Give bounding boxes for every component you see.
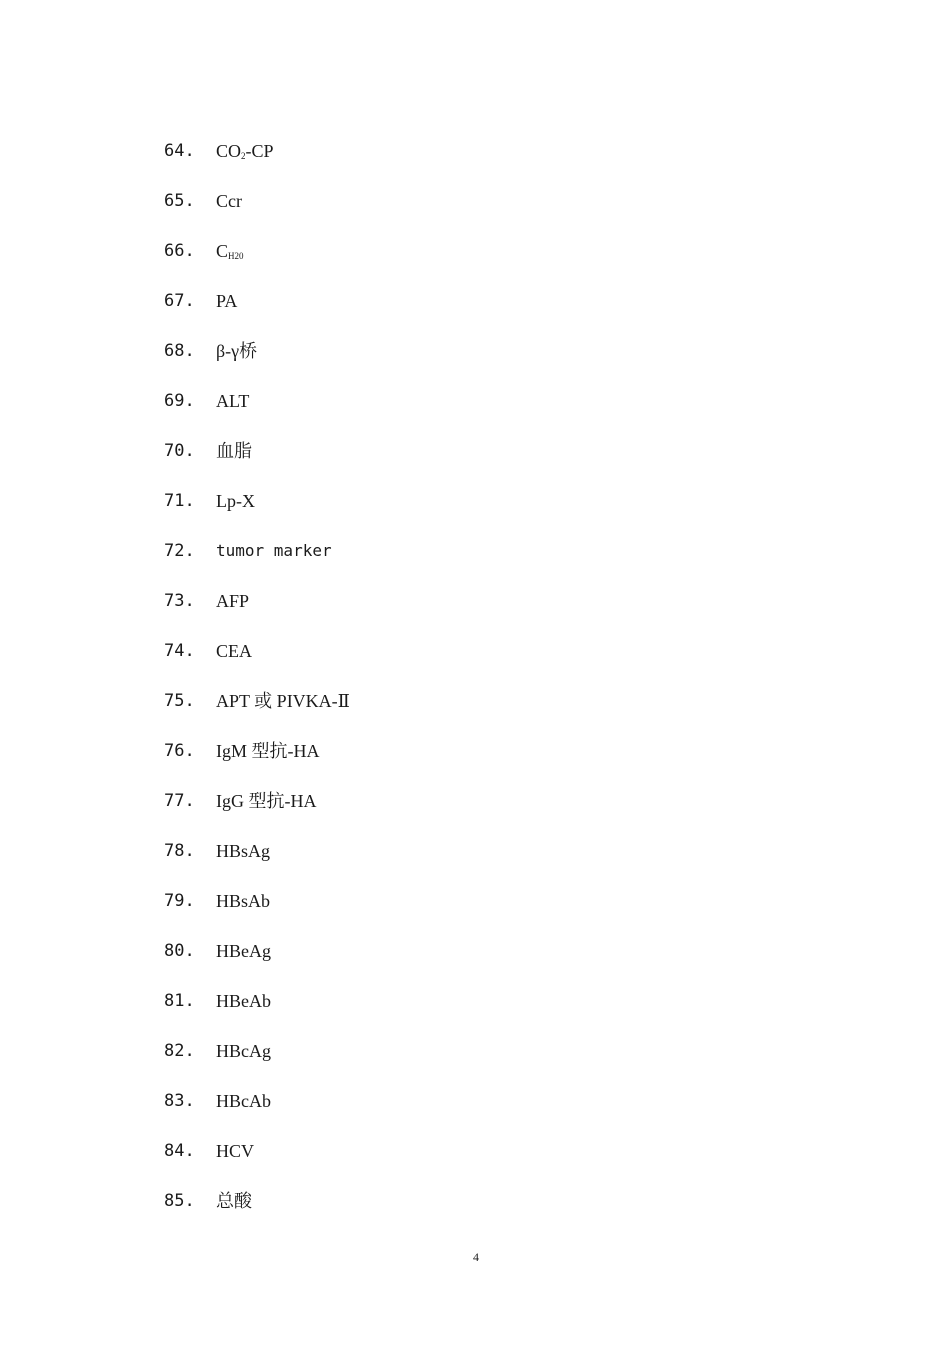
item-number: 76. xyxy=(164,741,195,761)
item-number: 68. xyxy=(164,341,195,361)
list-item xyxy=(164,787,350,837)
term-list xyxy=(164,137,350,1237)
list-item xyxy=(164,837,350,887)
item-term: APT 或 PIVKA-Ⅱ xyxy=(216,691,350,711)
item-number: 75. xyxy=(164,691,195,711)
list-item xyxy=(164,137,350,187)
item-term: 总酸 xyxy=(216,1191,252,1211)
item-term: Lp-X xyxy=(216,491,255,511)
list-item xyxy=(164,987,350,1037)
item-number: 73. xyxy=(164,591,195,611)
item-number: 69. xyxy=(164,391,195,411)
item-number: 70. xyxy=(164,441,195,461)
item-term: β-γ桥 xyxy=(216,341,258,361)
subscript: H20 xyxy=(228,251,244,261)
item-term: $C_{H20}$ xyxy=(216,241,244,261)
item-number: 72. xyxy=(164,541,195,561)
item-number: 71. xyxy=(164,491,195,511)
list-item xyxy=(164,1037,350,1087)
item-term: IgG 型抗-HA xyxy=(216,791,317,811)
item-number: 82. xyxy=(164,1041,195,1061)
item-term: HCV xyxy=(216,1141,255,1161)
item-term: PA xyxy=(216,291,238,311)
item-term: HBsAg xyxy=(216,841,271,861)
subscript: 2 xyxy=(241,151,246,161)
list-item xyxy=(164,737,350,787)
list-item xyxy=(164,1087,350,1137)
item-number: 81. xyxy=(164,991,195,1011)
list-item xyxy=(164,287,350,337)
item-number: 65. xyxy=(164,191,195,211)
item-term: HBcAg xyxy=(216,1041,271,1061)
list-item xyxy=(164,237,350,287)
item-number: 84. xyxy=(164,1141,195,1161)
list-item xyxy=(164,1137,350,1187)
list-item xyxy=(164,887,350,937)
item-term: CEA xyxy=(216,641,252,661)
list-item xyxy=(164,187,350,237)
list-item xyxy=(164,587,350,637)
item-term: 血脂 xyxy=(216,441,252,461)
item-term: ALT xyxy=(216,391,250,411)
item-number: 74. xyxy=(164,641,195,661)
item-number: 85. xyxy=(164,1191,195,1211)
list-item xyxy=(164,687,350,737)
list-item xyxy=(164,487,350,537)
item-term: $CO_2-CP$ xyxy=(216,141,274,161)
list-item xyxy=(164,537,350,587)
item-term: IgM 型抗-HA xyxy=(216,741,320,761)
item-term: AFP xyxy=(216,591,250,611)
list-item xyxy=(164,1187,350,1237)
list-item xyxy=(164,387,350,437)
list-item xyxy=(164,437,350,487)
item-number: 64. xyxy=(164,141,195,161)
page-number: 4 xyxy=(473,1250,479,1264)
item-number: 77. xyxy=(164,791,195,811)
list-item xyxy=(164,637,350,687)
item-number: 83. xyxy=(164,1091,195,1111)
item-number: 67. xyxy=(164,291,195,311)
item-number: 80. xyxy=(164,941,195,961)
item-term: Ccr xyxy=(216,191,242,211)
list-item xyxy=(164,337,350,387)
item-number: 66. xyxy=(164,241,195,261)
item-term: HBcAb xyxy=(216,1091,271,1111)
item-term: HBeAg xyxy=(216,941,271,961)
item-number: 79. xyxy=(164,891,195,911)
list-item xyxy=(164,937,350,987)
item-term: HBeAb xyxy=(216,991,271,1011)
item-term: tumor marker xyxy=(216,541,332,560)
item-term: HBsAb xyxy=(216,891,271,911)
item-number: 78. xyxy=(164,841,195,861)
